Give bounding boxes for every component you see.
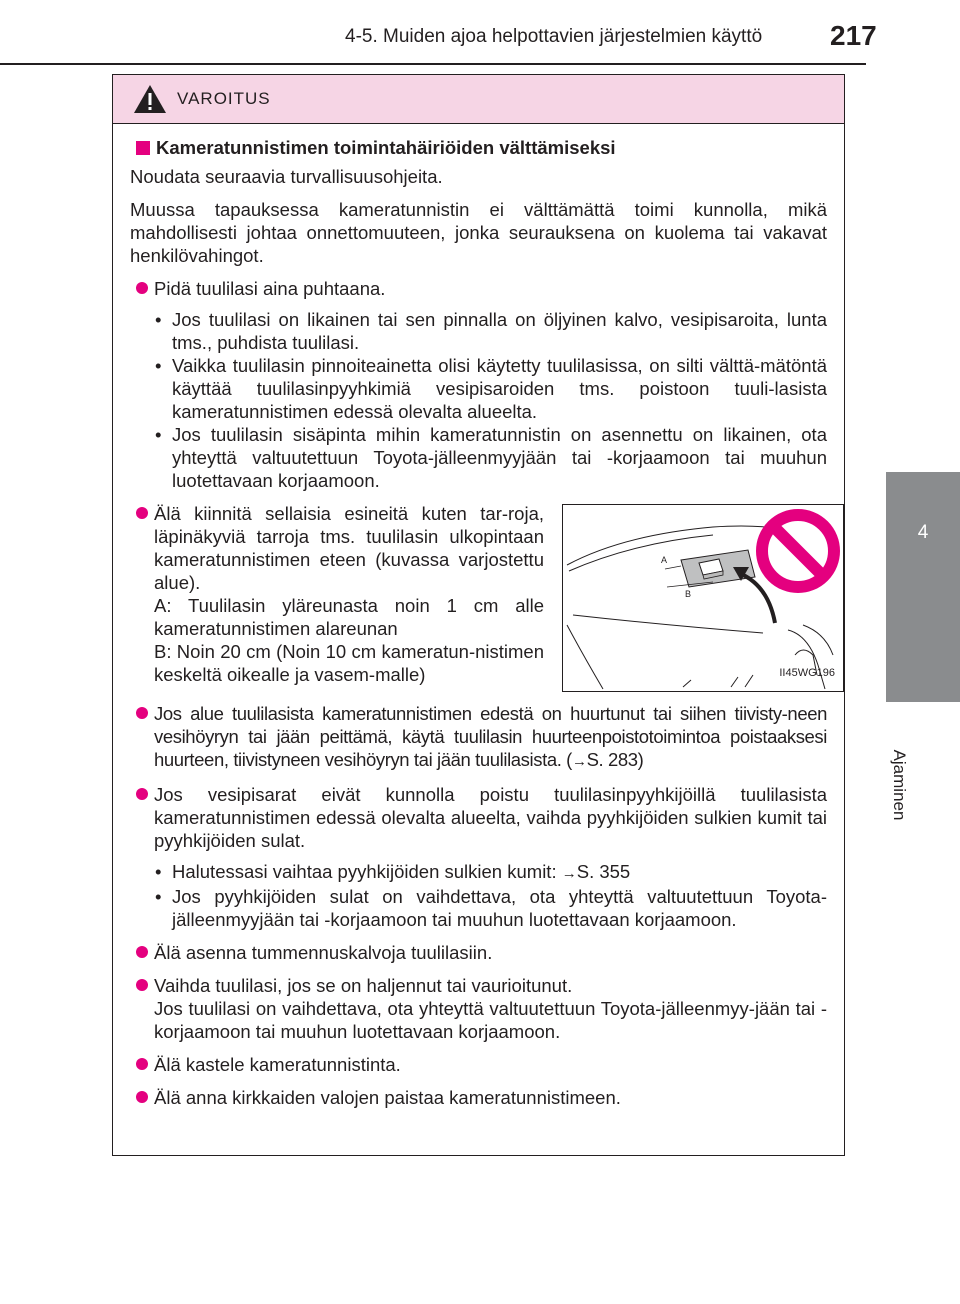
section-title: 4-5. Muiden ajoa helpottavien järjestelmien käyttö	[345, 26, 763, 47]
warning-content	[130, 136, 835, 1109]
sub-item: • Jos pyyhkijöiden sulat on vaihdettava, ota yhteyttä valtuutettuun Toyota-jälleenmyyjään tai -korjaamoon tai muuhun luotettavaan korjaamoon.	[155, 886, 827, 930]
warning-triangle-icon	[133, 84, 167, 114]
sub-item: • Jos tuulilasin sisäpinta mihin kameratunnistin on asennettu on likainen, ota yhteyttä valtuutettuun Toyota-jälleenmyyjään tai -korjaamoon tai muuhun luotettavaan korjaamoon.	[155, 424, 827, 491]
sub-item: • Jos tuulilasi on likainen tai sen pinnalla on öljyinen kalvo, vesipisaroita, lunta tms., puhdista tuulilasi.	[155, 309, 827, 353]
bullet-wiper	[130, 783, 827, 852]
bullet-text: Älä anna kirkkaiden valojen paistaa kameratunnistimeen.	[154, 1087, 621, 1108]
page-reference: S. 355	[576, 861, 631, 882]
bullet-dot-icon	[136, 1058, 148, 1070]
clean-sub-list	[130, 308, 827, 492]
figure-code: II45WG196	[779, 667, 835, 679]
sub-item-text: Vaikka tuulilasin pinnoiteainetta olisi käytetty tuulilasissa, on silti välttä-mätöntä käyttää tuulilasinpyyhkimiä vesipisaroiden tms. poistoon tuuli-lasista kameratunnistimen edessä olevalta alueelta.	[172, 355, 827, 422]
chapter-label: Ajaminen	[890, 749, 909, 821]
section-heading	[130, 136, 827, 159]
bullet-keep-clean	[130, 277, 827, 300]
header-rule	[0, 63, 866, 65]
bullet-defog	[130, 702, 827, 773]
bullet-text: Älä kastele kameratunnistinta.	[154, 1054, 401, 1075]
chapter-label-wrap	[871, 710, 927, 860]
bullet-no-water	[130, 1053, 827, 1076]
arrow-right-icon: →	[571, 753, 587, 770]
bullet-dot-icon	[136, 979, 148, 991]
bullet-dot-icon	[136, 507, 148, 519]
bullet-text: Älä asenna tummennuskalvoja tuulilasiin.	[154, 942, 493, 963]
dimension-a-text: A: Tuulilasin yläreunasta noin 1 cm alle kameratunnistimen alareunan	[154, 595, 544, 639]
bullet-dot-icon	[136, 946, 148, 958]
bullet-text: Vaihda tuulilasi, jos se on haljennut tai vaurioitunut.	[154, 975, 573, 996]
chapter-number: 4	[917, 522, 929, 543]
windshield-figure	[562, 504, 844, 692]
square-bullet-icon	[136, 141, 150, 155]
bullet-dot-icon	[136, 788, 148, 800]
prohibited-icon	[762, 515, 834, 587]
sub-item-text: Jos tuulilasi on likainen tai sen pinnalla on öljyinen kalvo, vesipisaroita, lunta tms., puhdista tuulilasi.	[172, 309, 827, 353]
page-reference: S. 283)	[586, 749, 644, 770]
sub-item-text: Jos pyyhkijöiden sulat on vaihdettava, ota yhteyttä valtuutettuun Toyota-jälleenmyyjään tai -korjaamoon tai muuhun luotettavaan korjaamoon.	[172, 886, 827, 930]
wiper-sub-list	[130, 860, 827, 931]
chapter-tab	[886, 472, 960, 702]
bullet-dot-icon	[136, 282, 148, 294]
sub-item: • Halutessasi vaihtaa pyyhkijöiden sulkien kumit: →S. 355	[155, 861, 631, 882]
dimension-b-text: B: Noin 20 cm (Noin 10 cm kameratun-nistimen keskeltä oikealle ja vasem-malle)	[154, 641, 544, 685]
consequence-paragraph: Muussa tapauksessa kameratunnistin ei välttämättä toimi kunnolla, mikä mahdollisesti johtaa onnettomuuteen, jonka seurauksena on kuolema tai vakavat henkilövahingot.	[130, 199, 827, 266]
bullet-text-continued: Jos tuulilasi on vaihdettava, ota yhteyttä valtuutettuun Toyota-jälleenmyy-jään tai -korjaamoon tai muuhun luotettavaan korjaamoon.	[154, 998, 827, 1042]
bullet-text: Älä kiinnitä sellaisia esineitä kuten tar-roja, läpinäkyviä tarroja tms. tuulilasin ulkopintaan kameratunnistimen eteen (kuvassa varjostettu alue).	[154, 503, 544, 593]
arrow-right-icon: →	[561, 865, 577, 882]
section-heading-text: Kameratunnistimen toimintahäiriöiden välttämiseksi	[156, 137, 616, 158]
intro-text: Noudata seuraavia turvallisuusohjeita.	[130, 166, 443, 187]
sub-item: • Vaikka tuulilasin pinnoiteainetta olisi käytetty tuulilasissa, on silti välttä-mätöntä käyttää tuulilasinpyyhkimiä vesipisaroiden tms. poistoon tuuli-lasista kameratunnistimen edessä olevalta alueelta.	[155, 355, 827, 422]
bullet-text: Jos alue tuulilasista kameratunnistimen edestä on huurtunut tai siihen tiivisty-neen vesihöyryn tai jään peittämä, käytä tuulilasin huurteenpoistotoimintoa poistaaksesi huurteen, tiivistyneen vesihöyryn tai jään tuulilasista. (	[154, 703, 827, 770]
bullet-dot-icon	[136, 707, 148, 719]
bullet-text: Pidä tuulilasi aina puhtaana.	[154, 278, 386, 299]
bullet-dot-icon	[136, 1091, 148, 1103]
sub-item-text: Halutessasi vaihtaa pyyhkijöiden sulkien kumit:	[172, 861, 562, 882]
page-number: 217	[830, 20, 877, 51]
bullet-no-bright-light	[130, 1086, 827, 1109]
figure-label-a: A	[661, 555, 668, 565]
figure-label-b: B	[685, 589, 692, 599]
bullet-text: Jos vesipisarat eivät kunnolla poistu tuulilasinpyyhkijöillä tuulilasista kameratunnistimen edessä olevalta alueelta, vaihda pyyhkijöiden sulkien kumit tai pyyhkijöiden sulat.	[154, 784, 827, 851]
warning-header	[113, 75, 844, 124]
warning-label: VAROITUS	[177, 89, 271, 108]
sub-item-text: Jos tuulilasin sisäpinta mihin kameratunnistin on asennettu on likainen, ota yhteyttä valtuutettuun Toyota-jälleenmyyjään tai -korjaamoon tai muuhun luotettavaan korjaamoon.	[172, 424, 827, 491]
sticker-section	[130, 502, 835, 692]
bullet-tint	[130, 941, 827, 964]
bullet-no-stickers	[130, 502, 544, 686]
bullet-replace-windshield	[130, 974, 827, 1043]
